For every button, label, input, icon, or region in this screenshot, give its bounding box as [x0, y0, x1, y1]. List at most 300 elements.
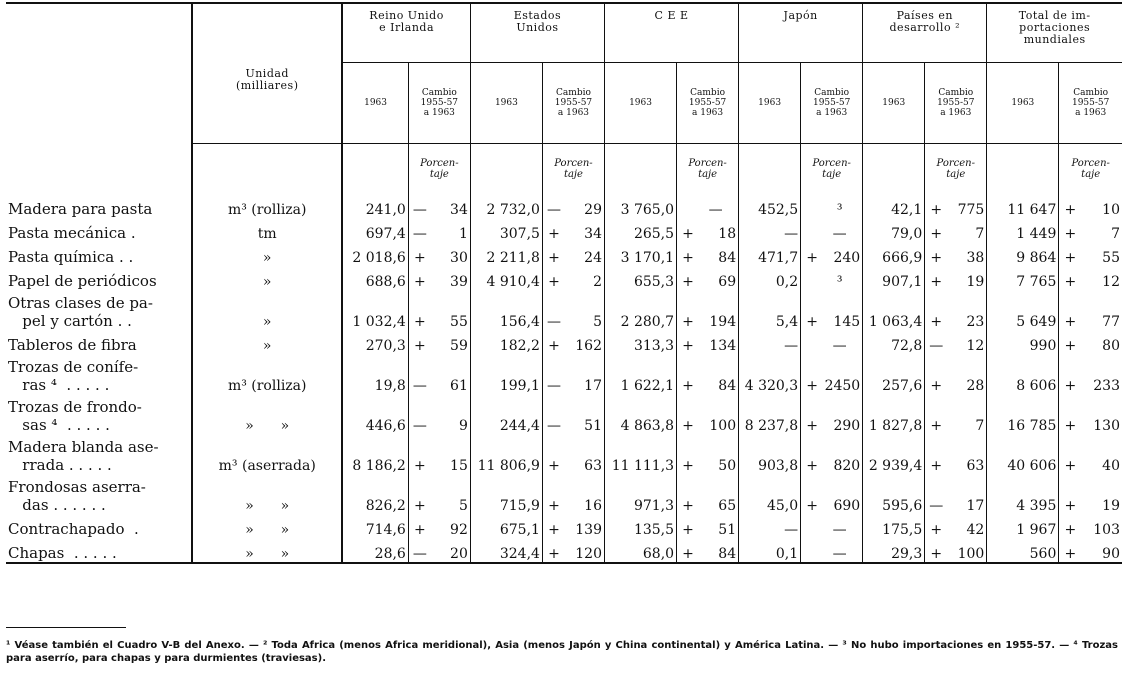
- header-year-3: 1963: [739, 63, 801, 144]
- change-sign: +: [1064, 338, 1077, 354]
- change-percent: [408, 514, 470, 538]
- change-value: 19: [1102, 498, 1120, 514]
- change-sign: +: [682, 338, 694, 354]
- row-label: Otras clases de pa- pel y cartón . .: [8, 294, 153, 330]
- change-value: 9: [458, 418, 468, 434]
- header-year-blank-4: [863, 144, 925, 195]
- change-value: 61: [450, 378, 468, 394]
- change-sign: +: [930, 314, 943, 330]
- change-percent: [801, 194, 863, 218]
- change-value: 92: [450, 522, 468, 538]
- change-percent: [677, 290, 739, 330]
- change-sign: —: [546, 314, 561, 330]
- header-year-2: 1963: [604, 63, 676, 144]
- table-row: [6, 330, 1122, 354]
- value-1963: 1 967: [987, 514, 1059, 538]
- change-value: 130: [1093, 418, 1120, 434]
- header-year-4: 1963: [863, 63, 925, 144]
- value-1963: 4 910,4: [470, 266, 542, 290]
- change-percent: [925, 394, 987, 434]
- row-label: Tableros de fibra: [8, 336, 137, 354]
- change-value: 12: [966, 338, 985, 354]
- header-year-blank-2: [604, 144, 676, 195]
- value-1963: 16 785: [987, 394, 1059, 434]
- change-sign: +: [930, 418, 943, 434]
- change-sign: +: [413, 522, 426, 538]
- change-sign: [819, 226, 833, 242]
- header-percent-3: Porcen- taje: [801, 144, 863, 195]
- change-percent: [677, 354, 739, 394]
- change-percent: [1059, 474, 1122, 514]
- change-sign: +: [548, 458, 560, 474]
- header-percent-1: Porcen- taje: [542, 144, 604, 195]
- change-value: —: [832, 226, 847, 242]
- change-sign: [823, 274, 837, 290]
- change-percent: [677, 194, 739, 218]
- change-sign: +: [413, 314, 426, 330]
- change-percent: [1059, 514, 1122, 538]
- change-value: 84: [718, 250, 737, 266]
- value-1963: —: [739, 218, 801, 242]
- change-sign: [819, 338, 833, 354]
- change-sign: +: [682, 498, 694, 514]
- value-1963: 2 280,7: [604, 290, 676, 330]
- footnotes: ¹ Véase también el Cuadro V-B del Anexo. — ² Toda Africa (menos Africa meridional), Asia (menos Japón y China continental) y América Latina. — ³ No hubo importaciones en 1955-57. — ⁴ Trozas para aserrío, para chapas y para durmientes (traviesas).: [6, 640, 1118, 664]
- change-sign: +: [548, 274, 560, 290]
- row-label: Pasta química . .: [8, 248, 134, 266]
- row-label: Frondosas aserra- das . . . . . .: [8, 478, 146, 514]
- value-1963: 175,5: [863, 514, 925, 538]
- change-sign: +: [682, 418, 694, 434]
- table-header: [6, 3, 1122, 194]
- change-percent: [677, 394, 739, 434]
- change-value: 233: [1093, 378, 1120, 394]
- value-1963: 0,2: [739, 266, 801, 290]
- change-sign: +: [1064, 522, 1077, 538]
- change-value: 5: [458, 498, 468, 514]
- header-group-5: Total de im- portaciones mundiales: [987, 3, 1122, 63]
- change-value: 69: [718, 274, 737, 290]
- row-label: Pasta mecánica .: [8, 224, 136, 242]
- value-1963: 666,9: [863, 242, 925, 266]
- change-sign: +: [413, 274, 426, 290]
- change-sign: [819, 546, 833, 562]
- value-1963: 241,0: [342, 194, 408, 218]
- change-sign: —: [546, 378, 561, 394]
- change-value: 10: [1102, 202, 1120, 218]
- change-value: —: [832, 546, 847, 562]
- header-group-2: C E E: [604, 3, 738, 63]
- table-row: [6, 394, 1122, 434]
- change-value: 28: [966, 378, 985, 394]
- change-sign: —: [546, 418, 561, 434]
- change-percent: [925, 218, 987, 242]
- change-percent: [925, 194, 987, 218]
- change-percent: [1059, 538, 1122, 563]
- change-sign: +: [682, 546, 694, 562]
- table-row: [6, 290, 1122, 330]
- value-1963: 2 939,4: [863, 434, 925, 474]
- row-unit: » »: [192, 514, 342, 538]
- value-1963: 199,1: [470, 354, 542, 394]
- change-percent: [542, 218, 604, 242]
- change-value: 7: [975, 226, 985, 242]
- value-1963: 990: [987, 330, 1059, 354]
- value-1963: 4 863,8: [604, 394, 676, 434]
- value-1963: 8 186,2: [342, 434, 408, 474]
- change-value: 55: [450, 314, 468, 330]
- row-unit: »: [192, 290, 342, 330]
- change-sign: +: [806, 458, 819, 474]
- change-percent: [677, 266, 739, 290]
- header-percent-5: Porcen- taje: [1059, 144, 1122, 195]
- row-unit: m³ (rolliza): [192, 354, 342, 394]
- row-unit: m³ (rolliza): [192, 194, 342, 218]
- change-sign: +: [548, 522, 560, 538]
- value-1963: 8 606: [987, 354, 1059, 394]
- table-body: [6, 194, 1122, 563]
- value-1963: 182,2: [470, 330, 542, 354]
- change-percent: [801, 330, 863, 354]
- change-value: —: [708, 202, 723, 218]
- change-sign: +: [548, 546, 560, 562]
- change-value: 77: [1102, 314, 1120, 330]
- change-percent: [1059, 266, 1122, 290]
- statistics-table-container: [6, 2, 1122, 564]
- change-percent: [1059, 194, 1122, 218]
- change-value: 55: [1102, 250, 1120, 266]
- change-value: 7: [975, 418, 985, 434]
- header-change-1: Cambio 1955-57 a 1963: [542, 63, 604, 144]
- value-1963: —: [739, 330, 801, 354]
- change-value: 17: [966, 498, 985, 514]
- change-value: 194: [709, 314, 737, 330]
- change-value: 34: [584, 226, 602, 242]
- change-value: 30: [450, 250, 468, 266]
- change-value: 162: [575, 338, 602, 354]
- change-percent: [408, 290, 470, 330]
- change-value: 139: [575, 522, 602, 538]
- value-1963: 68,0: [604, 538, 676, 563]
- header-year-1: 1963: [470, 63, 542, 144]
- change-percent: [801, 538, 863, 563]
- change-percent: [542, 434, 604, 474]
- change-percent: [1059, 434, 1122, 474]
- change-value: 690: [833, 498, 861, 514]
- value-1963: 5 649: [987, 290, 1059, 330]
- change-percent: [542, 514, 604, 538]
- value-1963: 244,4: [470, 394, 542, 434]
- footnote-rule: [6, 627, 126, 628]
- change-sign: +: [1064, 202, 1077, 218]
- change-value: 120: [575, 546, 602, 562]
- header-year-5: 1963: [987, 63, 1059, 144]
- change-value: 42: [966, 522, 985, 538]
- change-value: 63: [966, 458, 985, 474]
- value-1963: 2 018,6: [342, 242, 408, 266]
- change-value: 17: [584, 378, 602, 394]
- value-1963: 688,6: [342, 266, 408, 290]
- change-sign: +: [1064, 458, 1077, 474]
- change-percent: [801, 394, 863, 434]
- header-year-blank-0: [342, 144, 408, 195]
- change-value: 84: [718, 546, 737, 562]
- change-sign: —: [929, 338, 944, 354]
- change-percent: [801, 514, 863, 538]
- change-value: 775: [957, 202, 985, 218]
- header-group-3: Japón: [739, 3, 863, 63]
- table-row: [6, 242, 1122, 266]
- header-group-1: Estados Unidos: [470, 3, 604, 63]
- header-change-4: Cambio 1955-57 a 1963: [925, 63, 987, 144]
- change-value: 38: [966, 250, 985, 266]
- change-value: —: [832, 338, 847, 354]
- change-percent: [801, 242, 863, 266]
- change-percent: [801, 434, 863, 474]
- change-sign: +: [806, 250, 819, 266]
- change-value: 15: [450, 458, 468, 474]
- change-percent: [1059, 290, 1122, 330]
- change-sign: +: [806, 378, 819, 394]
- change-value: 90: [1102, 546, 1120, 562]
- change-sign: —: [546, 202, 561, 218]
- change-sign: +: [413, 498, 426, 514]
- value-1963: —: [739, 514, 801, 538]
- change-value: 80: [1102, 338, 1120, 354]
- value-1963: 156,4: [470, 290, 542, 330]
- header-group-0: Reino Unido e Irlanda: [342, 3, 470, 63]
- header-year-0: 1963: [342, 63, 408, 144]
- value-1963: 45,0: [739, 474, 801, 514]
- change-percent: [408, 330, 470, 354]
- change-value: 29: [584, 202, 602, 218]
- row-label: Madera para pasta: [8, 200, 153, 218]
- value-1963: 4 395: [987, 474, 1059, 514]
- change-value: 1: [458, 226, 468, 242]
- change-percent: [677, 514, 739, 538]
- change-value: 51: [718, 522, 737, 538]
- change-sign: +: [548, 226, 560, 242]
- header-change-3: Cambio 1955-57 a 1963: [801, 63, 863, 144]
- value-1963: 324,4: [470, 538, 542, 563]
- change-sign: [819, 522, 833, 538]
- value-1963: 257,6: [863, 354, 925, 394]
- change-sign: +: [682, 314, 694, 330]
- change-sign: +: [930, 202, 943, 218]
- row-unit: » »: [192, 538, 342, 563]
- change-sign: +: [413, 250, 426, 266]
- change-percent: [408, 194, 470, 218]
- change-value: 65: [718, 498, 737, 514]
- value-1963: 1 827,8: [863, 394, 925, 434]
- change-value: 290: [833, 418, 861, 434]
- value-1963: 1 032,4: [342, 290, 408, 330]
- change-percent: [801, 218, 863, 242]
- value-1963: 1 063,4: [863, 290, 925, 330]
- header-year-blank-3: [739, 144, 801, 195]
- row-unit: tm: [192, 218, 342, 242]
- value-1963: 79,0: [863, 218, 925, 242]
- change-sign: —: [412, 378, 427, 394]
- change-percent: [801, 266, 863, 290]
- change-sign: +: [930, 274, 943, 290]
- change-sign: +: [1064, 498, 1077, 514]
- change-percent: [677, 218, 739, 242]
- value-1963: 4 320,3: [739, 354, 801, 394]
- value-1963: 3 765,0: [604, 194, 676, 218]
- table-row: [6, 538, 1122, 563]
- value-1963: 714,6: [342, 514, 408, 538]
- change-value: 23: [966, 314, 985, 330]
- change-value: 7: [1111, 226, 1120, 242]
- change-percent: [542, 394, 604, 434]
- change-percent: [925, 290, 987, 330]
- change-percent: [1059, 394, 1122, 434]
- change-sign: +: [930, 522, 943, 538]
- change-value: 34: [450, 202, 468, 218]
- row-label: Trozas de frondo- sas ⁴ . . . . .: [8, 398, 142, 434]
- change-percent: [542, 538, 604, 563]
- value-1963: 2 732,0: [470, 194, 542, 218]
- change-percent: [1059, 354, 1122, 394]
- change-value: 16: [584, 498, 602, 514]
- change-percent: [408, 394, 470, 434]
- change-value: —: [832, 522, 847, 538]
- table-row: [6, 218, 1122, 242]
- change-value: 100: [957, 546, 985, 562]
- change-value: 24: [584, 250, 602, 266]
- change-percent: [542, 330, 604, 354]
- change-percent: [925, 242, 987, 266]
- value-1963: 42,1: [863, 194, 925, 218]
- change-value: 145: [833, 314, 861, 330]
- change-percent: [408, 354, 470, 394]
- value-1963: 29,3: [863, 538, 925, 563]
- row-unit: »: [192, 266, 342, 290]
- value-1963: 903,8: [739, 434, 801, 474]
- change-sign: +: [1064, 274, 1077, 290]
- header-year-blank-1: [470, 144, 542, 195]
- change-percent: [408, 474, 470, 514]
- value-1963: 907,1: [863, 266, 925, 290]
- value-1963: 307,5: [470, 218, 542, 242]
- change-value: 100: [709, 418, 737, 434]
- value-1963: 11 647: [987, 194, 1059, 218]
- change-sign: +: [806, 498, 819, 514]
- table-row: [6, 194, 1122, 218]
- change-sign: +: [548, 250, 560, 266]
- value-1963: 135,5: [604, 514, 676, 538]
- change-value: ³: [836, 274, 843, 290]
- value-1963: 971,3: [604, 474, 676, 514]
- change-value: 51: [584, 418, 602, 434]
- change-sign: +: [1064, 250, 1077, 266]
- change-sign: +: [806, 418, 819, 434]
- change-percent: [542, 266, 604, 290]
- change-percent: [408, 538, 470, 563]
- value-1963: 675,1: [470, 514, 542, 538]
- value-1963: 8 237,8: [739, 394, 801, 434]
- row-unit: m³ (aserrada): [192, 434, 342, 474]
- change-percent: [801, 354, 863, 394]
- change-value: 19: [966, 274, 985, 290]
- change-sign: +: [930, 546, 943, 562]
- row-unit: »: [192, 242, 342, 266]
- value-1963: 11 806,9: [470, 434, 542, 474]
- change-percent: [677, 474, 739, 514]
- table-row: [6, 266, 1122, 290]
- change-value: ³: [836, 202, 843, 218]
- header-percent-0: Porcen- taje: [408, 144, 470, 195]
- table-row: [6, 354, 1122, 394]
- header-percent-4: Porcen- taje: [925, 144, 987, 195]
- value-1963: 72,8: [863, 330, 925, 354]
- change-value: 240: [833, 250, 861, 266]
- value-1963: 715,9: [470, 474, 542, 514]
- change-value: 103: [1093, 522, 1120, 538]
- change-sign: +: [1064, 378, 1077, 394]
- value-1963: 28,6: [342, 538, 408, 563]
- change-percent: [677, 538, 739, 563]
- value-1963: 826,2: [342, 474, 408, 514]
- change-sign: +: [413, 458, 426, 474]
- change-sign: +: [413, 338, 426, 354]
- change-value: 40: [1102, 458, 1120, 474]
- change-sign: +: [682, 226, 694, 242]
- change-sign: +: [682, 250, 694, 266]
- table-row: [6, 514, 1122, 538]
- change-sign: —: [929, 498, 944, 514]
- change-sign: +: [930, 378, 943, 394]
- change-sign: +: [548, 338, 560, 354]
- change-sign: —: [412, 546, 427, 562]
- change-percent: [677, 330, 739, 354]
- change-percent: [408, 242, 470, 266]
- change-value: 39: [450, 274, 468, 290]
- value-1963: 655,3: [604, 266, 676, 290]
- change-sign: +: [930, 226, 943, 242]
- row-unit: » »: [192, 474, 342, 514]
- change-percent: [925, 266, 987, 290]
- header-year-blank-5: [987, 144, 1059, 195]
- value-1963: 2 211,8: [470, 242, 542, 266]
- value-1963: 265,5: [604, 218, 676, 242]
- change-value: 84: [718, 378, 737, 394]
- change-sign: —: [412, 418, 427, 434]
- change-percent: [801, 474, 863, 514]
- value-1963: 446,6: [342, 394, 408, 434]
- value-1963: 0,1: [739, 538, 801, 563]
- change-sign: +: [548, 498, 560, 514]
- value-1963: 313,3: [604, 330, 676, 354]
- change-sign: +: [1064, 226, 1077, 242]
- imports-table: [6, 2, 1122, 564]
- change-percent: [1059, 330, 1122, 354]
- change-value: 2: [593, 274, 602, 290]
- change-sign: —: [412, 202, 427, 218]
- row-label: Trozas de conífe- ras ⁴ . . . . .: [8, 358, 139, 394]
- change-percent: [408, 218, 470, 242]
- change-value: 63: [584, 458, 602, 474]
- change-percent: [1059, 242, 1122, 266]
- change-sign: +: [682, 378, 694, 394]
- row-label: Contrachapado .: [8, 520, 139, 538]
- change-value: 18: [718, 226, 737, 242]
- change-value: 59: [450, 338, 468, 354]
- value-1963: 5,4: [739, 290, 801, 330]
- header-change-0: Cambio 1955-57 a 1963: [408, 63, 470, 144]
- change-percent: [542, 242, 604, 266]
